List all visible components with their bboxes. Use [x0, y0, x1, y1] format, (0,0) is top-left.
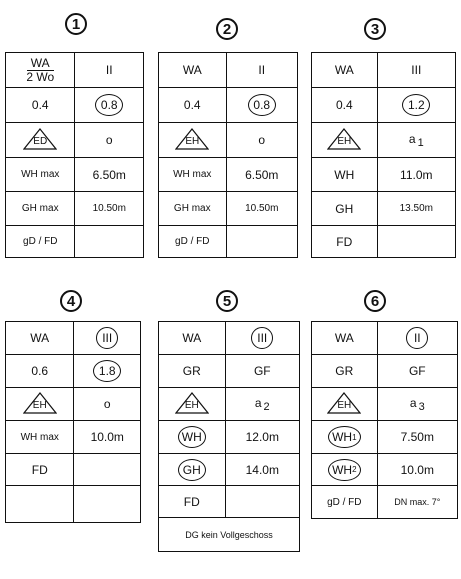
zone-number: 3 [370, 20, 380, 38]
label-cell [6, 158, 75, 192]
triangle-label: ED [33, 135, 48, 147]
subscript: 2 [263, 400, 270, 413]
zone-number: 4 [66, 292, 76, 310]
table-row [6, 123, 144, 158]
zone-number-badge [364, 18, 386, 40]
value-cell [377, 192, 455, 226]
value-cell [226, 158, 297, 192]
cell-text: a [409, 395, 417, 410]
zone-table [311, 321, 458, 519]
value-cell [74, 421, 141, 454]
cell-text: II [258, 63, 266, 77]
circled-text: III [102, 331, 113, 345]
cell-text: a [254, 395, 262, 410]
value-cell [377, 158, 455, 192]
value-cell [377, 421, 457, 454]
table-row [6, 486, 141, 523]
zone-table [5, 52, 144, 258]
cell-text: 6.50m [245, 167, 279, 182]
cell-text: 11.0m [400, 167, 433, 182]
circled-text: WH [332, 462, 353, 477]
subscript: 2 [352, 465, 357, 474]
cell-text: 10.50m [92, 203, 126, 214]
value-cell [377, 454, 457, 486]
table-row [312, 158, 456, 192]
table-row [159, 158, 298, 192]
table-row [6, 421, 141, 454]
cell-text: 0.4 [183, 98, 201, 112]
label-cell [159, 226, 227, 258]
table-row [312, 88, 456, 123]
value-cell [225, 454, 299, 486]
label-cell [159, 454, 226, 486]
triangle-icon [327, 392, 361, 414]
cell-text: WA [30, 331, 50, 345]
table-row [159, 454, 300, 486]
cell-text: 10.50m [245, 203, 279, 214]
subscript: 1 [352, 432, 357, 442]
cell-text: 7.50m [400, 430, 434, 444]
value-cell [377, 355, 457, 388]
table-row [6, 88, 144, 123]
triangle-label: EH [337, 399, 352, 411]
cell-text: GF [253, 364, 271, 378]
circled-value [178, 459, 206, 481]
circled-text: 1.8 [98, 364, 116, 378]
table-footer-row [159, 518, 300, 552]
zone-table [5, 321, 141, 523]
value-cell [225, 322, 299, 355]
table-row [6, 454, 141, 486]
value-cell [377, 226, 455, 258]
value-cell [75, 88, 144, 123]
cell-text: WH max [20, 431, 59, 443]
label-cell [312, 322, 378, 355]
label-cell [6, 53, 75, 88]
value-cell [75, 123, 144, 158]
circled-text: II [413, 331, 421, 345]
cell-text: GR [335, 364, 354, 378]
table-row [6, 192, 144, 226]
label-cell [312, 192, 378, 226]
circled-value [95, 94, 123, 116]
cell-text: GH max [173, 203, 211, 214]
table-row [159, 388, 300, 421]
triangle-icon [175, 128, 209, 150]
label-cell [312, 355, 378, 388]
zone-number: 2 [222, 20, 232, 38]
triangle-label: EH [184, 399, 199, 411]
zone-number: 1 [71, 15, 81, 33]
label-cell [159, 123, 227, 158]
footer-text: DG kein Vollgeschoss [185, 529, 273, 540]
table-row [312, 226, 456, 258]
label-cell [159, 322, 226, 355]
zone-table [158, 321, 300, 552]
cell-text: gD / FD [327, 496, 362, 508]
label-cell [159, 355, 226, 388]
triangle-icon [23, 128, 57, 150]
label-cell [312, 486, 378, 519]
cell-text: o [103, 397, 111, 411]
label-cell [159, 158, 227, 192]
cell-text: FD [336, 234, 353, 249]
value-cell [74, 355, 141, 388]
label-cell [312, 454, 378, 486]
circled-text: 0.8 [253, 98, 271, 112]
table-row [6, 388, 141, 421]
cell-text: GH max [21, 203, 59, 214]
cell-text: II [105, 63, 113, 77]
label-cell [6, 388, 74, 421]
cell-text: 0.4 [335, 98, 353, 112]
cell-text: WH [334, 167, 355, 182]
circled-value [93, 360, 121, 382]
cell-text: gD / FD [23, 236, 58, 247]
label-cell [6, 486, 74, 523]
zone-table [158, 52, 298, 258]
zone-table [311, 52, 456, 258]
zone-number-badge [65, 13, 87, 35]
table-row [159, 322, 300, 355]
cell-text: 10.0m [90, 430, 124, 444]
cell-text: GH [335, 201, 354, 216]
cell-text: DN max. 7° [394, 497, 441, 507]
table-row [159, 192, 298, 226]
fraction [26, 57, 54, 84]
cell-text: 0.4 [31, 98, 49, 112]
label-cell [159, 421, 226, 454]
value-cell [75, 158, 144, 192]
circled-value [406, 327, 428, 349]
table-row [312, 355, 458, 388]
value-cell [226, 53, 297, 88]
zone-number-badge [364, 290, 386, 312]
label-cell [6, 355, 74, 388]
cell-text: WH max [21, 169, 60, 180]
circled-text: GH [182, 462, 201, 477]
value-cell [377, 322, 457, 355]
label-cell [6, 421, 74, 454]
table-row [159, 88, 298, 123]
subscript: 3 [418, 400, 425, 413]
table-row [6, 322, 141, 355]
table-row [312, 486, 458, 519]
cell-text: FD [31, 462, 48, 477]
cell-text: FD [183, 494, 200, 509]
table-row [6, 226, 144, 258]
cell-text: III [411, 63, 422, 77]
table-row [312, 123, 456, 158]
value-cell [225, 355, 299, 388]
cell-text: o [258, 133, 266, 147]
triangle-label: EH [337, 135, 352, 147]
cell-text: WA [182, 63, 202, 77]
table-row [6, 355, 141, 388]
value-cell [225, 421, 299, 454]
table-row [312, 192, 456, 226]
table-row [312, 53, 456, 88]
value-cell [226, 88, 297, 123]
table-row [159, 53, 298, 88]
table-row [159, 226, 298, 258]
triangle-label: EH [32, 399, 47, 411]
value-cell [377, 88, 455, 123]
circled-text: 1.2 [407, 98, 425, 112]
value-cell [75, 226, 144, 258]
zone-number-badge [60, 290, 82, 312]
triangle-label: EH [185, 135, 200, 147]
label-cell [312, 158, 378, 192]
label-cell [159, 53, 227, 88]
subscript: 1 [417, 136, 424, 149]
zone-number-badge [216, 18, 238, 40]
table-row [159, 486, 300, 518]
circled-text: III [257, 331, 268, 345]
triangle-icon [175, 392, 209, 414]
table-row [6, 158, 144, 192]
label-cell [6, 88, 75, 123]
value-cell [377, 486, 457, 519]
cell-text: WH max [173, 169, 212, 180]
value-cell [75, 53, 144, 88]
cell-text: 0.6 [31, 364, 49, 378]
label-cell [6, 322, 74, 355]
label-cell [159, 486, 226, 518]
value-cell [74, 486, 141, 523]
cell-text: WA [334, 331, 354, 345]
circled-value [96, 327, 118, 349]
table-row [6, 53, 144, 88]
table-row [159, 421, 300, 454]
cell-text: GF [408, 364, 426, 378]
circled-value [248, 94, 276, 116]
label-cell [312, 388, 378, 421]
circled-text: WH [332, 430, 353, 444]
circled-text: WH [181, 430, 202, 444]
label-cell [312, 123, 378, 158]
zone-number: 6 [370, 292, 380, 310]
value-cell [377, 388, 457, 421]
label-cell [159, 192, 227, 226]
table-row [312, 322, 458, 355]
label-cell [6, 226, 75, 258]
table-row [312, 454, 458, 486]
circled-value [251, 327, 273, 349]
value-cell [74, 454, 141, 486]
circled-text: 0.8 [100, 98, 118, 112]
value-cell [226, 123, 297, 158]
cell-text: GR [182, 364, 201, 378]
value-cell [225, 388, 299, 421]
circled-value [328, 426, 360, 448]
label-cell [312, 53, 378, 88]
fraction-denominator: 2 Wo [26, 70, 55, 84]
table-row [159, 355, 300, 388]
triangle-icon [23, 392, 57, 414]
table-row [159, 123, 298, 158]
cell-text: 6.50m [92, 167, 126, 182]
value-cell [226, 192, 297, 226]
label-cell [312, 88, 378, 123]
fraction-numerator: WA [27, 57, 54, 71]
circled-value [402, 94, 430, 116]
cell-text: WA [182, 331, 202, 345]
triangle-icon [327, 128, 361, 150]
cell-text: 13.50m [399, 203, 433, 214]
value-cell [225, 486, 299, 518]
label-cell [312, 226, 378, 258]
zone-number-badge [216, 290, 238, 312]
cell-text: 10.0m [400, 462, 434, 477]
zone-number: 5 [222, 292, 232, 310]
label-cell [6, 123, 75, 158]
value-cell [74, 388, 141, 421]
value-cell [74, 322, 141, 355]
circled-value [328, 459, 360, 481]
cell-text: WA [334, 63, 354, 77]
label-cell [159, 88, 227, 123]
cell-text: o [105, 133, 113, 147]
label-cell [159, 388, 226, 421]
cell-text: a [408, 131, 416, 146]
label-cell [6, 192, 75, 226]
cell-text: 14.0m [245, 462, 279, 477]
table-row [312, 421, 458, 454]
footer-cell [159, 518, 300, 552]
cell-text: 12.0m [245, 430, 279, 444]
circled-value [178, 426, 206, 448]
value-cell [377, 53, 455, 88]
value-cell [226, 226, 297, 258]
value-cell [377, 123, 455, 158]
label-cell [312, 421, 378, 454]
label-cell [6, 454, 74, 486]
value-cell [75, 192, 144, 226]
table-row [312, 388, 458, 421]
cell-text: gD / FD [175, 236, 210, 247]
